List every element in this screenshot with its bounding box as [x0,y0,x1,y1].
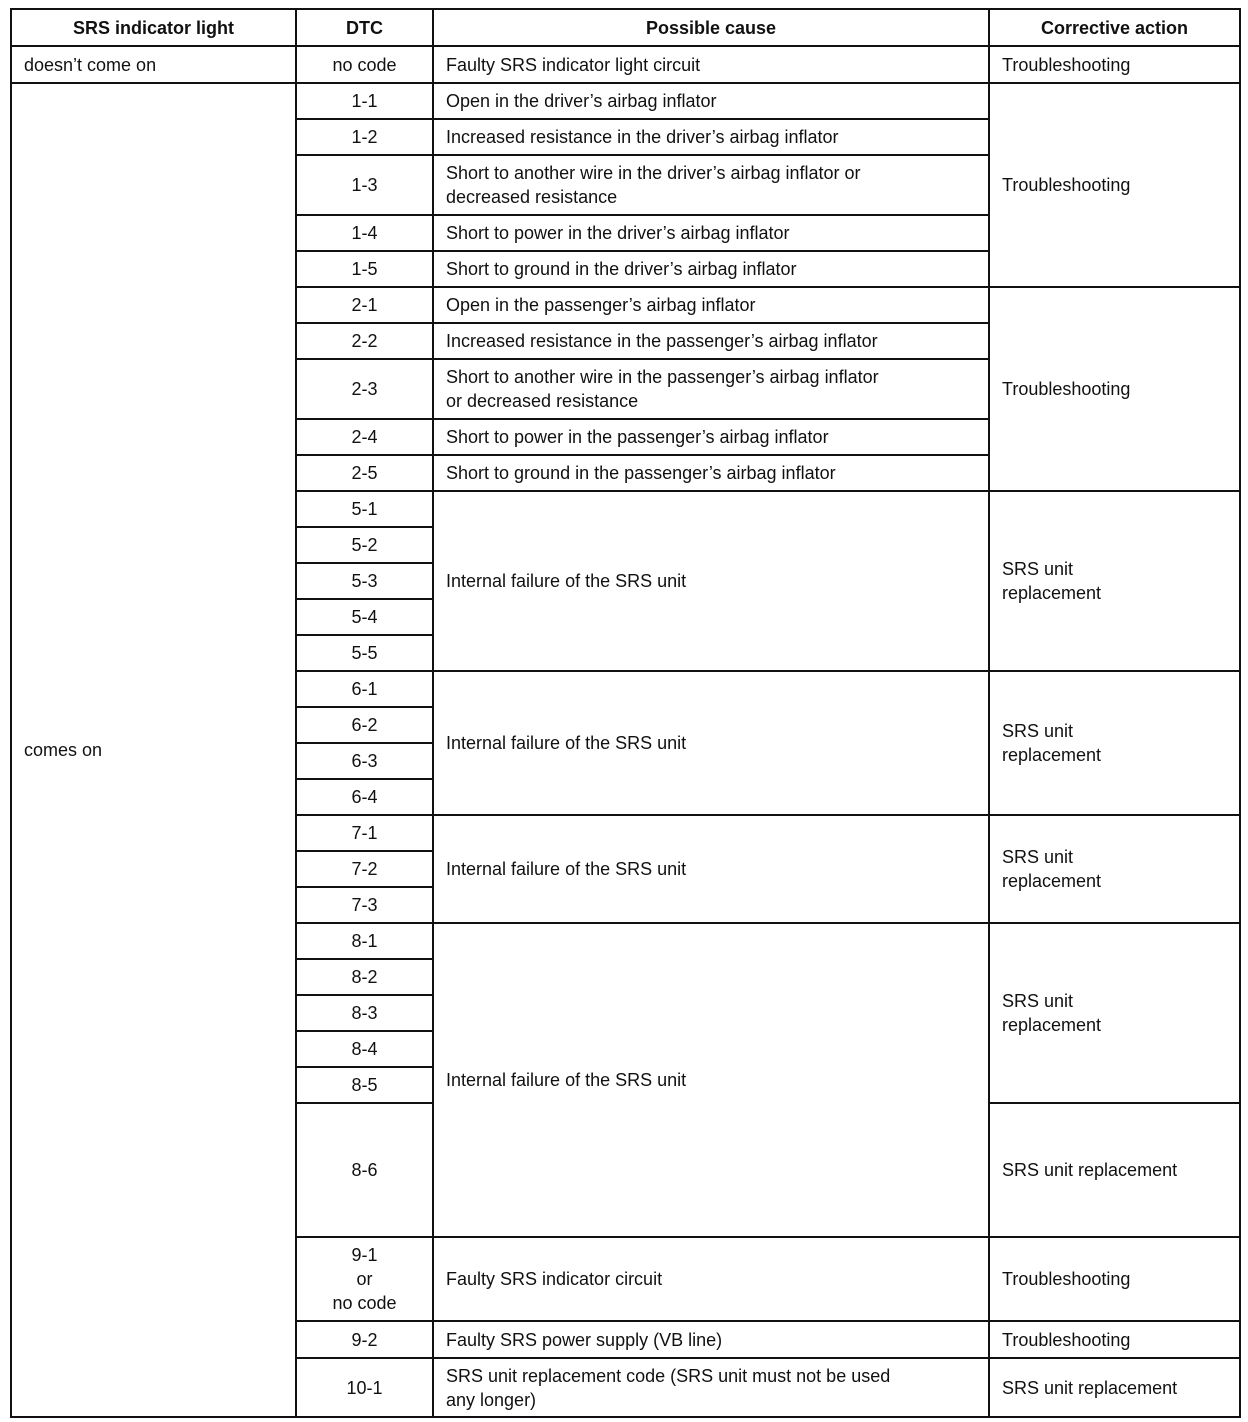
dtc-cell: 8-1 [296,923,433,959]
dtc-cell: 1-4 [296,215,433,251]
action-cell: Troubleshooting [989,1237,1240,1321]
dtc-cell: 9-2 [296,1321,433,1358]
dtc-cell: 8-2 [296,959,433,995]
cause-cell: SRS unit replacement code (SRS unit must not be used any longer) [433,1358,989,1417]
dtc-cell: 5-2 [296,527,433,563]
action-cell: SRS unit replacement [989,1103,1240,1237]
dtc-cell: 5-4 [296,599,433,635]
action-cell: Troubleshooting [989,287,1240,491]
dtc-cell: 1-3 [296,155,433,215]
action-cell: SRS unit replacement [989,491,1240,671]
cause-cell: Short to another wire in the passenger’s airbag inflator or decreased resistance [433,359,989,419]
dtc-cell: 1-2 [296,119,433,155]
cause-cell: Open in the passenger’s airbag inflator [433,287,989,323]
dtc-cell: 8-5 [296,1067,433,1103]
cause-cell: Increased resistance in the driver’s airbag inflator [433,119,989,155]
dtc-cell: 7-3 [296,887,433,923]
indicator-light-cell: comes on [11,83,296,1417]
cause-cell: Faulty SRS indicator light circuit [433,46,989,83]
header-possible-cause: Possible cause [433,9,989,46]
dtc-cell: 6-2 [296,707,433,743]
header-corrective-action: Corrective action [989,9,1240,46]
dtc-cell: 1-1 [296,83,433,119]
cause-cell: Faulty SRS indicator circuit [433,1237,989,1321]
dtc-cell: 2-4 [296,419,433,455]
dtc-cell: 6-1 [296,671,433,707]
cause-cell: Open in the driver’s airbag inflator [433,83,989,119]
cause-cell: Short to power in the passenger’s airbag inflator [433,419,989,455]
dtc-cell: 5-3 [296,563,433,599]
srs-dtc-table [10,8,1241,1418]
table-row [11,83,1240,119]
dtc-cell: 9-1 or no code [296,1237,433,1321]
header-indicator-light: SRS indicator light [11,9,296,46]
cause-cell: Short to ground in the passenger’s airbag inflator [433,455,989,491]
action-cell: SRS unit replacement [989,815,1240,923]
header-row [11,9,1240,46]
indicator-light-cell: doesn’t come on [11,46,296,83]
action-cell: Troubleshooting [989,1321,1240,1358]
dtc-cell: 6-3 [296,743,433,779]
cause-cell: Internal failure of the SRS unit [433,491,989,671]
dtc-cell: 2-2 [296,323,433,359]
cause-cell: Increased resistance in the passenger’s airbag inflator [433,323,989,359]
dtc-cell: 5-1 [296,491,433,527]
dtc-cell: 8-3 [296,995,433,1031]
cause-cell: Short to power in the driver’s airbag inflator [433,215,989,251]
dtc-cell: 5-5 [296,635,433,671]
dtc-cell: 2-3 [296,359,433,419]
action-cell: Troubleshooting [989,83,1240,287]
dtc-cell: 2-1 [296,287,433,323]
dtc-cell: 8-6 [296,1103,433,1237]
dtc-cell: 10-1 [296,1358,433,1417]
action-cell: SRS unit replacement [989,671,1240,815]
dtc-cell: 2-5 [296,455,433,491]
dtc-cell: 1-5 [296,251,433,287]
table-row [11,46,1240,83]
dtc-cell: 6-4 [296,779,433,815]
cause-cell: Internal failure of the SRS unit [433,815,989,923]
dtc-cell: 7-2 [296,851,433,887]
action-cell: SRS unit replacement [989,923,1240,1103]
cause-cell: Internal failure of the SRS unit [433,923,989,1237]
cause-cell: Short to ground in the driver’s airbag inflator [433,251,989,287]
action-cell: SRS unit replacement [989,1358,1240,1417]
dtc-cell: 7-1 [296,815,433,851]
cause-cell: Internal failure of the SRS unit [433,671,989,815]
action-cell: Troubleshooting [989,46,1240,83]
cause-cell: Short to another wire in the driver’s airbag inflator or decreased resistance [433,155,989,215]
dtc-cell: 8-4 [296,1031,433,1067]
cause-cell: Faulty SRS power supply (VB line) [433,1321,989,1358]
header-dtc: DTC [296,9,433,46]
dtc-cell: no code [296,46,433,83]
